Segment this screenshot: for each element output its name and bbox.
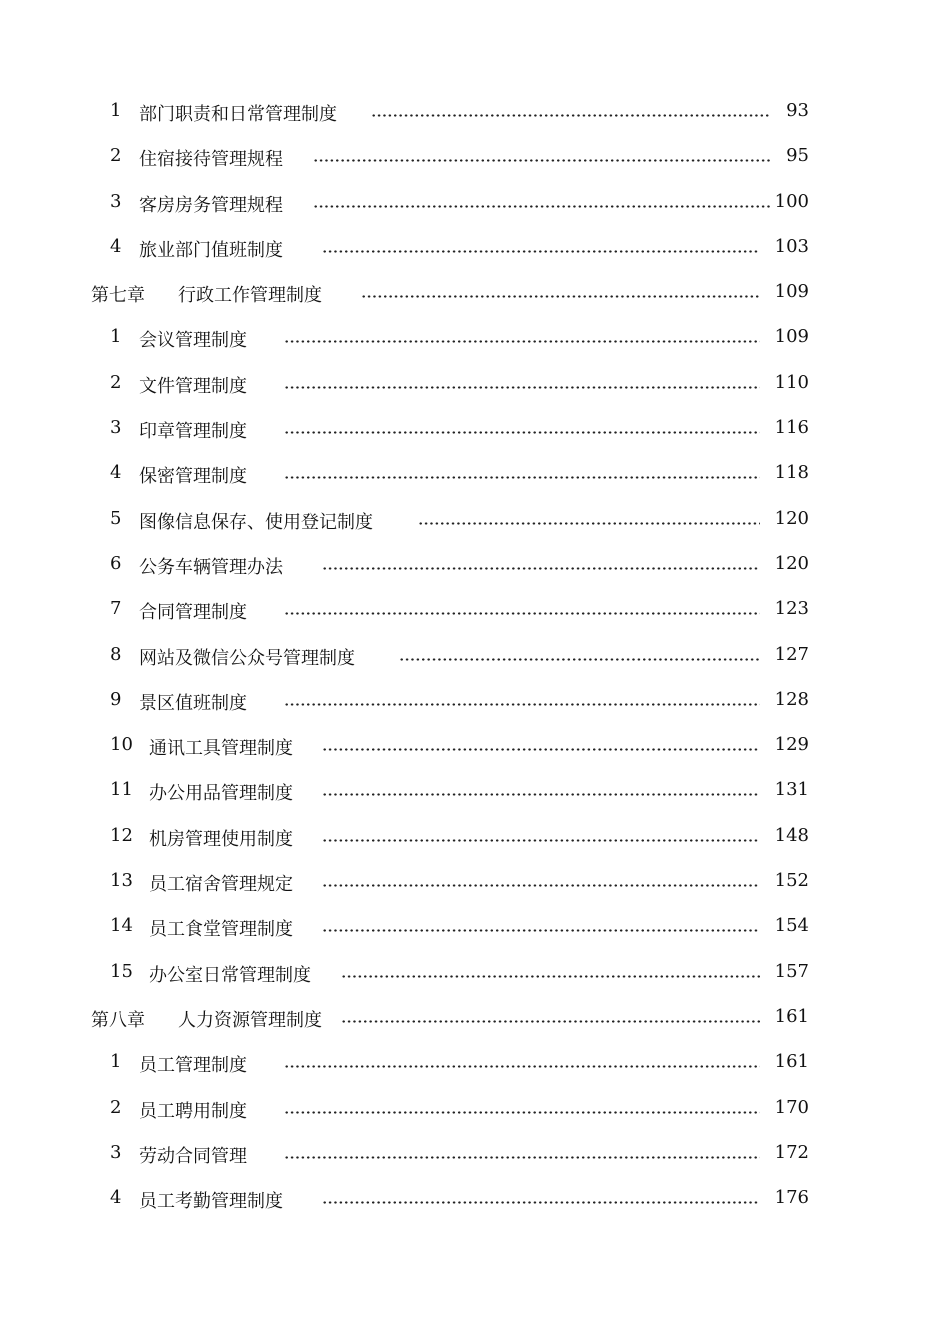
toc-entry-number: 12: [110, 824, 133, 846]
toc-entry-number: 2: [110, 145, 122, 167]
toc-chapter-entry[interactable]: [0, 269, 950, 314]
toc-page-number: 100: [774, 190, 809, 212]
toc-entry[interactable]: [0, 858, 950, 903]
toc-dot-leader: [322, 929, 760, 932]
toc-entry-title: 行政工作管理制度: [178, 285, 322, 307]
toc-entry-number: 10: [110, 734, 133, 756]
toc-page-number: 123: [774, 598, 809, 620]
toc-entry[interactable]: [0, 903, 950, 948]
toc-entry-title: 办公室日常管理制度: [149, 964, 311, 986]
toc-dot-leader: [313, 205, 770, 208]
toc-entry-title: 机房管理使用制度: [149, 828, 293, 850]
toc-entry-title: 保密管理制度: [139, 466, 247, 488]
toc-entry-number: 4: [110, 462, 122, 484]
toc-page-number: 129: [774, 734, 809, 756]
toc-entry-title: 会议管理制度: [139, 330, 247, 352]
toc-page-number: 109: [774, 281, 809, 303]
toc-page-number: 148: [774, 824, 809, 846]
toc-entry-number: 1: [110, 326, 122, 348]
toc-dot-leader: [284, 340, 760, 343]
toc-page-number: 95: [786, 145, 809, 167]
toc-page-number: 116: [774, 417, 809, 439]
toc-dot-leader: [371, 114, 770, 117]
toc-entry-title: 通讯工具管理制度: [149, 738, 293, 760]
toc-entry[interactable]: [0, 1085, 950, 1130]
toc-entry-number: 9: [110, 688, 122, 710]
toc-entry-number: 14: [110, 915, 133, 937]
toc-dot-leader: [341, 975, 760, 978]
toc-dot-leader: [284, 386, 760, 389]
toc-entry-number: 6: [110, 552, 122, 574]
toc-entry[interactable]: [0, 677, 950, 722]
toc-entry-number: 4: [110, 235, 122, 257]
toc-entry-number: 13: [110, 870, 133, 892]
toc-entry-title: 员工聘用制度: [139, 1100, 247, 1122]
toc-page-number: 128: [774, 688, 809, 710]
toc-entry-title: 员工食堂管理制度: [149, 919, 293, 941]
toc-page-number: 109: [774, 326, 809, 348]
toc-entry-title: 公务车辆管理办法: [139, 556, 283, 578]
toc-entry[interactable]: [0, 1130, 950, 1175]
toc-entry-title: 旅业部门值班制度: [139, 239, 283, 261]
toc-entry-title: 景区值班制度: [139, 692, 247, 714]
toc-entry[interactable]: [0, 360, 950, 405]
toc-entry-number: 15: [110, 960, 133, 982]
toc-dot-leader: [313, 159, 770, 162]
toc-entry-number: 3: [110, 1141, 122, 1163]
toc-dot-leader: [361, 295, 760, 298]
toc-page-number: 103: [774, 235, 809, 257]
toc-entry-title: 住宿接待管理规程: [139, 149, 283, 171]
toc-entry-title: 劳动合同管理: [139, 1145, 247, 1167]
toc-dot-leader: [284, 431, 760, 434]
toc-entry-number: 8: [110, 643, 122, 665]
toc-entry[interactable]: [0, 179, 950, 224]
toc-entry[interactable]: [0, 496, 950, 541]
toc-entry-number: 2: [110, 371, 122, 393]
toc-dot-leader: [322, 793, 760, 796]
toc-entry[interactable]: [0, 541, 950, 586]
toc-dot-leader: [284, 1111, 760, 1114]
toc-entry[interactable]: [0, 813, 950, 858]
toc-page-number: 157: [774, 960, 809, 982]
toc-entry[interactable]: [0, 224, 950, 269]
toc-chapter-number: 第七章: [91, 285, 145, 307]
table-of-contents: [0, 88, 950, 1220]
toc-dot-leader: [322, 748, 760, 751]
toc-entry-title: 网站及微信公众号管理制度: [139, 647, 355, 669]
toc-dot-leader: [399, 658, 760, 661]
toc-entry[interactable]: [0, 405, 950, 450]
toc-page-number: 161: [774, 1005, 809, 1027]
toc-entry-title: 办公用品管理制度: [149, 783, 293, 805]
toc-chapter-entry[interactable]: [0, 994, 950, 1039]
toc-entry[interactable]: [0, 949, 950, 994]
toc-entry[interactable]: [0, 722, 950, 767]
toc-page-number: 131: [774, 779, 809, 801]
toc-entry-title: 员工管理制度: [139, 1055, 247, 1077]
toc-page-number: 152: [774, 870, 809, 892]
toc-dot-leader: [341, 1020, 760, 1023]
toc-entry-number: 7: [110, 598, 122, 620]
toc-entry[interactable]: [0, 450, 950, 495]
toc-page-number: 172: [774, 1141, 809, 1163]
toc-dot-leader: [322, 839, 760, 842]
toc-entry-title: 员工宿舍管理规定: [149, 874, 293, 896]
toc-entry-title: 合同管理制度: [139, 602, 247, 624]
toc-entry[interactable]: [0, 133, 950, 178]
toc-entry[interactable]: [0, 586, 950, 631]
toc-page-number: 93: [786, 100, 809, 121]
toc-dot-leader: [322, 1201, 760, 1204]
toc-page-number: 120: [774, 552, 809, 574]
toc-entry[interactable]: [0, 1039, 950, 1084]
toc-entry[interactable]: [0, 632, 950, 677]
toc-entry[interactable]: [0, 88, 950, 133]
toc-entry-title: 员工考勤管理制度: [139, 1191, 283, 1213]
toc-entry-title: 客房房务管理规程: [139, 194, 283, 216]
toc-page-number: 127: [774, 643, 809, 665]
toc-entry-title: 印章管理制度: [139, 421, 247, 443]
toc-entry-title: 人力资源管理制度: [178, 1009, 322, 1031]
toc-dot-leader: [284, 1156, 760, 1159]
toc-page-number: 161: [774, 1051, 809, 1073]
toc-page-number: 154: [774, 915, 809, 937]
toc-entry-title: 文件管理制度: [139, 375, 247, 397]
toc-entry-number: 1: [110, 1051, 122, 1073]
toc-dot-leader: [418, 522, 760, 525]
toc-dot-leader: [322, 250, 760, 253]
toc-entry-number: 2: [110, 1096, 122, 1118]
toc-entry-number: 11: [110, 779, 133, 801]
toc-dot-leader: [322, 884, 760, 887]
toc-entry[interactable]: [0, 767, 950, 812]
toc-chapter-number: 第八章: [91, 1009, 145, 1031]
toc-page-number: 176: [774, 1187, 809, 1209]
toc-entry-number: 5: [110, 507, 122, 529]
toc-page-number: 110: [774, 371, 809, 393]
toc-entry-number: 3: [110, 417, 122, 439]
toc-dot-leader: [322, 567, 760, 570]
toc-entry-number: 3: [110, 190, 122, 212]
toc-entry-title: 图像信息保存、使用登记制度: [139, 511, 373, 533]
toc-dot-leader: [284, 612, 760, 615]
toc-entry-title: 部门职责和日常管理制度: [139, 104, 337, 125]
toc-dot-leader: [284, 1065, 760, 1068]
toc-entry[interactable]: [0, 1175, 950, 1220]
toc-page-number: 170: [774, 1096, 809, 1118]
toc-page-number: 118: [774, 462, 809, 484]
toc-dot-leader: [284, 703, 760, 706]
toc-entry[interactable]: [0, 314, 950, 359]
toc-entry-number: 4: [110, 1187, 122, 1209]
toc-page-number: 120: [774, 507, 809, 529]
toc-entry-number: 1: [110, 100, 122, 121]
toc-dot-leader: [284, 476, 760, 479]
